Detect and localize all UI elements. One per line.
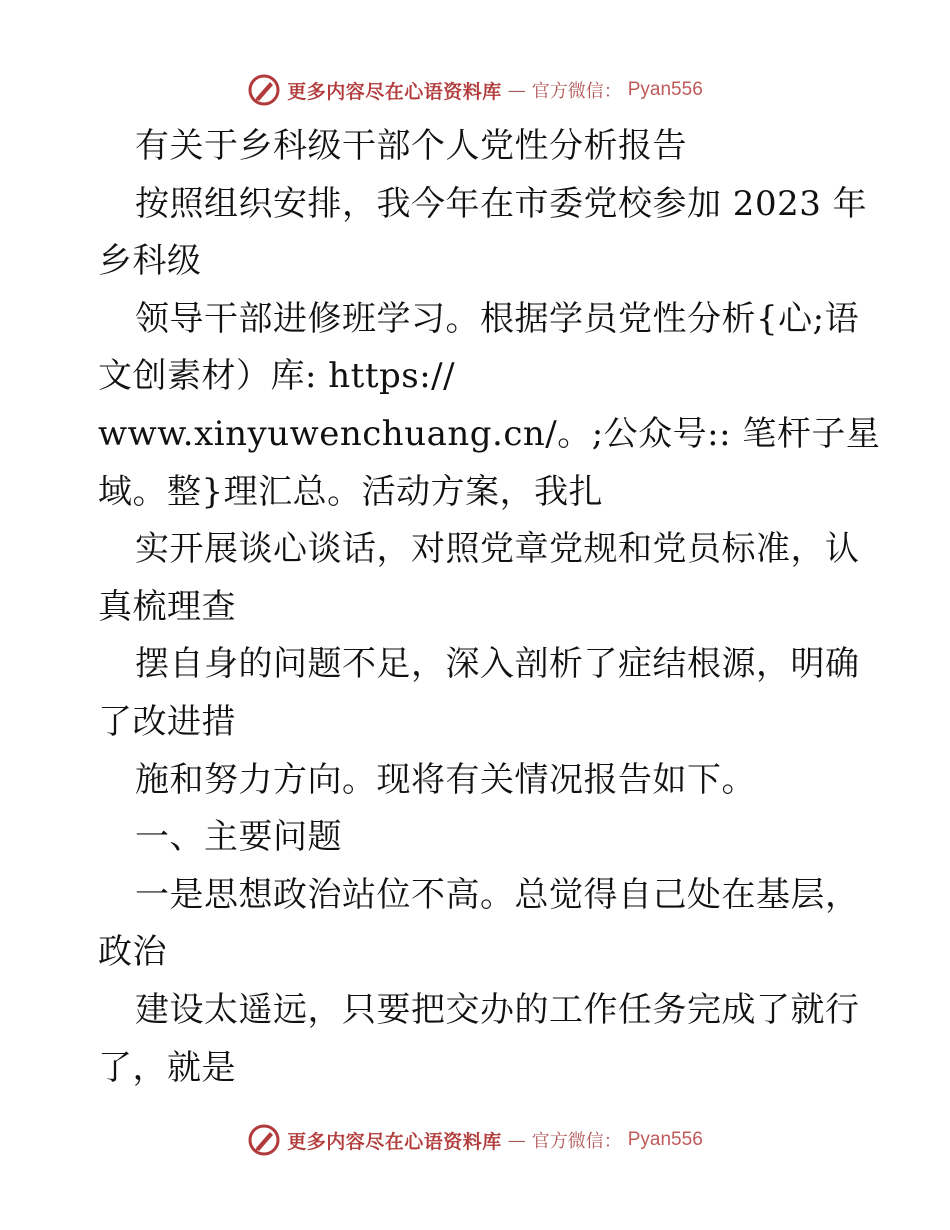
banner-separator: — xyxy=(507,79,526,101)
text-line: 建设太遥远，只要把交办的工作任务完成了就行 xyxy=(135,989,860,1030)
banner-handle: Pyan556 xyxy=(627,1129,703,1150)
text-line: 域。整}理汇总。活动方案，我扎 xyxy=(98,471,604,512)
text-line: 按照组织安排，我今年在市委党校参加 2023 年 xyxy=(135,183,868,224)
section-heading: 一、主要问题 xyxy=(135,817,342,858)
text-line: 施和努力方向。现将有关情况报告如下。 xyxy=(135,759,756,800)
text-line: 一是思想政治站位不高。总觉得自己处在基层， xyxy=(135,874,860,915)
text-line: 真梳理查 xyxy=(98,586,236,627)
text-line: 领导干部进修班学习。根据学员党性分析{心;语 xyxy=(135,298,860,339)
text-line: 乡科级 xyxy=(98,241,202,282)
text-line: 政治 xyxy=(98,932,167,973)
banner-main-text: 更多内容尽在心语资料库 xyxy=(287,1130,502,1153)
banner-separator: — xyxy=(507,1129,526,1151)
banner-sub-text: 官方微信： xyxy=(531,1131,622,1152)
quill-logo-icon xyxy=(247,73,281,107)
document-title: 有关于乡科级干部个人党性分析报告 xyxy=(135,126,687,166)
text-line: www.xinyuwenchuang.cn/。;公众号:: 笔杆子星 xyxy=(98,413,881,454)
document-body xyxy=(98,118,881,1097)
text-line: 实开展谈心谈话，对照党章党规和党员标准，认 xyxy=(135,529,860,570)
footer-watermark-banner xyxy=(0,1120,950,1160)
banner-handle: Pyan556 xyxy=(627,79,703,100)
text-line: 文创素材）库: https:// xyxy=(98,356,456,397)
banner-sub-text: 官方微信： xyxy=(531,81,622,102)
quill-logo-icon xyxy=(247,1123,281,1157)
header-watermark-banner xyxy=(0,70,950,110)
text-line: 摆自身的问题不足，深入剖析了症结根源，明确 xyxy=(135,644,860,685)
text-line: 了改进措 xyxy=(98,701,236,742)
banner-main-text: 更多内容尽在心语资料库 xyxy=(287,80,502,103)
text-line: 了，就是 xyxy=(98,1047,236,1088)
